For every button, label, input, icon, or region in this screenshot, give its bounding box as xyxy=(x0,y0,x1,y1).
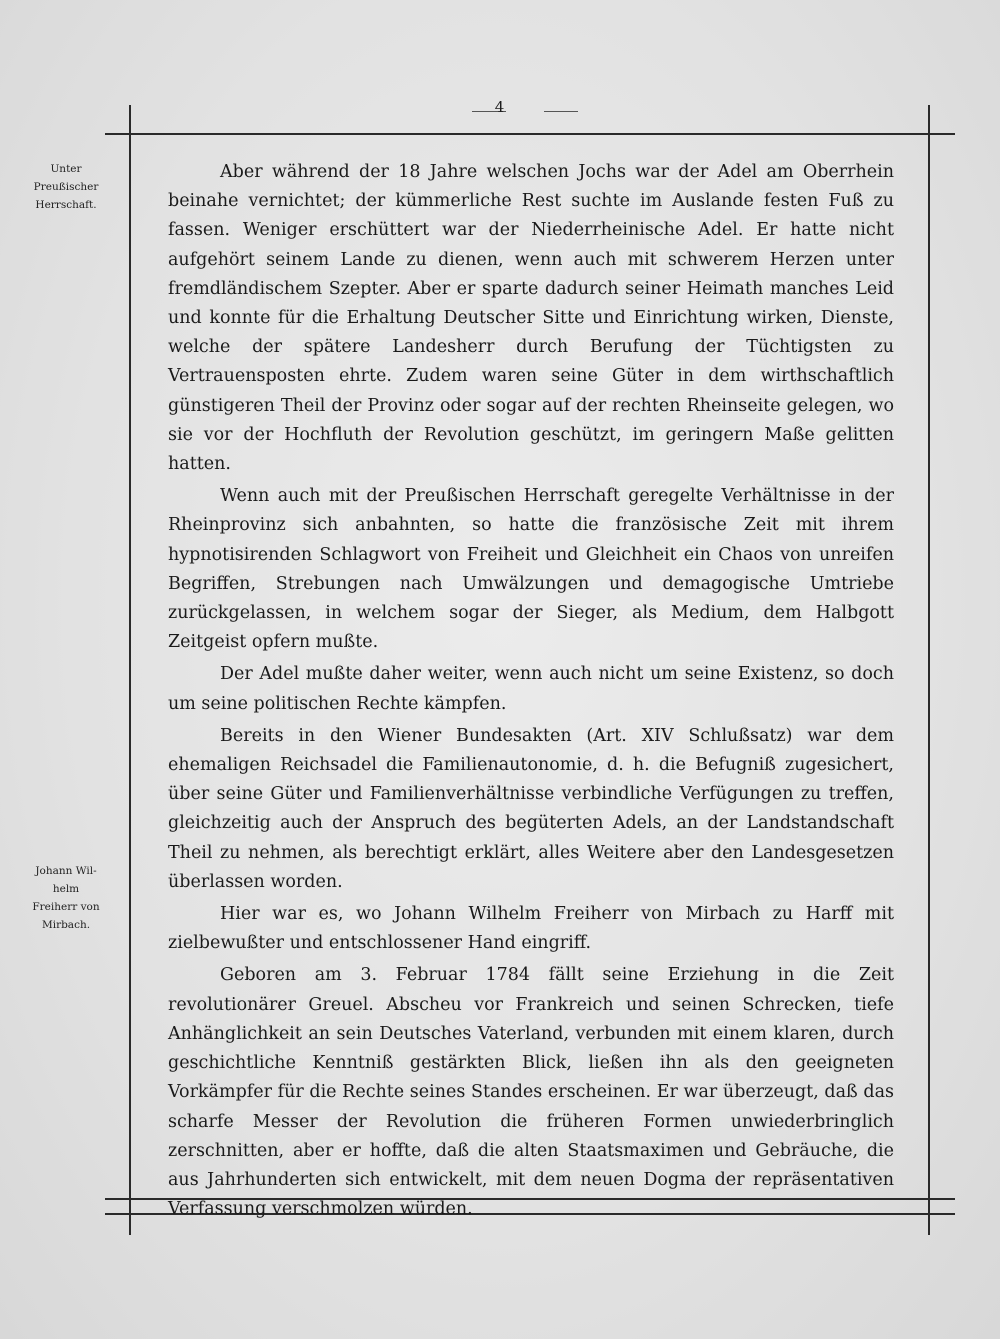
margin-note-line: Johann Wil- xyxy=(35,865,97,877)
paragraph-preussische-herrschaft: Wenn auch mit der Preußischen Herrschaft geregelte Verhältnisse in der Rheinprovinz sich anbahnten, so hatte die französische Zeit mit ihrem hypnotisirenden Schlagwort von Freiheit und Gleichheit ein Chaos von unreifen Begriffen, Strebungen nach Umwälzungen und demagogische Umtriebe zurückgelassen, in welchem sogar der Sieger, als Medium, dem Halbgott Zeitgeist opfern mußte. xyxy=(168,486,894,653)
top-rule xyxy=(105,133,955,135)
paragraph-geboren-1784: Geboren am 3. Februar 1784 fällt seine Erziehung in die Zeit revolutionärer Greuel. Abscheu vor Frankreich und seinen Schrecken, tiefe Anhänglichkeit an sein Deutsches Vaterland, verbunden mit einem klaren, durch geschichtliche Kenntniß gestärkten Blick, ließen ihn als den geeigneten Vorkämpfer für die Rechte seines Standes erscheinen. Er war überzeugt, daß das scharfe Messer der Revolution die früheren Formen unwiederbringlich zerschnitten, aber er hoffte, daß die alten Staatsmaximen und Gebräuche, die aus Jahrhunderten sich entwickelt, mit dem neuen Dogma der repräsentativen Verfassung verschmolzen würden. xyxy=(168,965,894,1220)
margin-note-johann-wilhelm xyxy=(20,862,112,934)
left-rule xyxy=(129,105,131,1235)
page-number-right-dash xyxy=(544,111,578,112)
body-text xyxy=(168,158,894,1227)
paragraph-adel-oberrhein: Aber während der 18 Jahre welschen Jochs war der Adel am Oberrhein beinahe vernichtet; der kümmerliche Rest suchte im Auslande festen Fuß zu fassen. Weniger erschüttert war der Niederrheinische Adel. Er hatte nicht aufgehört seinem Lande zu dienen, wenn auch mit schwerem Herzen unter fremdländischem Szepter. Aber er sparte dadurch seiner Heimath manches Leid und konnte für die Erhaltung Deutscher Sitte und Einrichtung wirken, Dienste, welche der spätere Landesherr durch Berufung der Tüchtigsten zu Vertrauensposten ehrte. Zudem waren seine Güter in dem wirthschaftlich günstigeren Theil der Provinz oder sogar auf der rechten Rheinseite gelegen, wo sie vor der Hochfluth der Revolution geschützt, im geringern Maße gelitten hatten. xyxy=(168,162,894,475)
margin-note-line: Mirbach. xyxy=(41,919,91,931)
paragraph-mirbach-eingriff: Hier war es, wo Johann Wilhelm Freiherr von Mirbach zu Harff mit zielbewußter und entschlossener Hand eingriff. xyxy=(168,904,894,954)
paragraph-wiener-bundesakten: Bereits in den Wiener Bundesakten (Art. XIV Schlußsatz) war dem ehemaligen Reichsadel die Familienautonomie, d. h. die Befugniß zugesichert, über seine Güter und Familienverhältnisse verbindliche Verfügungen zu treffen, gleichzeitig auch der Anspruch des begüterten Adels, an der Landstandschaft Theil zu nehmen, als berechtigt erklärt, alles Weitere aber den Landesgesetzen überlassen worden. xyxy=(168,725,894,892)
margin-note-line: Preußischer xyxy=(33,181,99,193)
page-number: 4 xyxy=(494,98,506,116)
right-rule xyxy=(928,105,930,1235)
margin-note-line: Unter xyxy=(50,163,82,175)
margin-note-line: Freiherr von xyxy=(32,901,100,913)
margin-note-prussian-rule xyxy=(20,160,112,214)
margin-note-line: helm xyxy=(52,883,80,895)
margin-note-line: Herrschaft. xyxy=(35,199,97,211)
paragraph-adel-kaempfen: Der Adel mußte daher weiter, wenn auch nicht um seine Existenz, so doch um seine politischen Rechte kämpfen. xyxy=(168,664,894,714)
